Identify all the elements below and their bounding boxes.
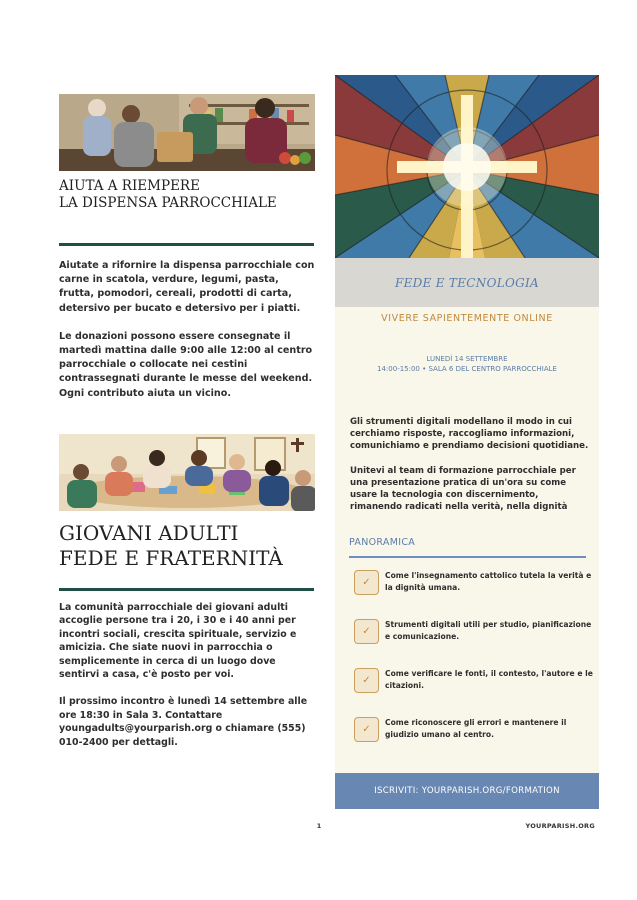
- tech-title-band: [335, 258, 599, 307]
- checkbox-icon: ✓: [354, 570, 379, 595]
- youth-paragraph-1: La comunità parrocchiale dei giovani adulti accoglie persone tra i 20, i 30 e i 40 anni per incontri sociali, crescita spirituale, servizio e amicizia. Che siate nuovi in parrocchia o semplicemente in cerca di un luogo dove sentirvi a casa, c'è posto per voi.: [59, 602, 297, 681]
- overview-item: [354, 668, 594, 698]
- stained-glass-image: [335, 75, 599, 258]
- panorama-divider: [349, 556, 586, 558]
- overview-item-text: Strumenti digitali utili per studio, pianificazione e comunicazione.: [385, 620, 592, 641]
- youth-title-line2: FEDE E FRATERNITÀ: [59, 546, 283, 570]
- youth-divider: [59, 588, 314, 591]
- overview-item: [354, 619, 594, 649]
- overview-item: [354, 570, 594, 600]
- tech-title: FEDE E TECNOLOGIA: [394, 275, 540, 290]
- panorama-heading: PANORAMICA: [349, 537, 416, 548]
- youth-title-line1: GIOVANI ADULTI: [59, 521, 239, 545]
- pantry-paragraph-2: Le donazioni possono essere consegnate il martedì mattina dalle 9:00 alle 12:00 al centro parrocchiale o collocate nei cestini contrassegnati durante le messe del weekend. Ogni contributo aiuta un vicino.: [59, 330, 313, 399]
- pantry-title-line2: LA DISPENSA PARROCCHIALE: [59, 195, 277, 211]
- overview-item-text: Come verificare le fonti, il contesto, l'autore e le citazioni.: [385, 669, 593, 690]
- tech-paragraph-2: Unitevi al team di formazione parrocchiale per una presentazione pratica di un'ora su come usare la tecnologia con discernimento, rimanendo radicati nella verità, nella dignità: [350, 465, 576, 513]
- pantry-photo: [59, 94, 315, 171]
- pantry-divider: [59, 243, 314, 246]
- register-link[interactable]: ISCRIVITI: YOURPARISH.ORG/FORMATION: [335, 773, 599, 809]
- overview-item-text: Come riconoscere gli errori e mantenere il giudizio umano al centro.: [385, 718, 567, 739]
- tech-paragraph-1: Gli strumenti digitali modellano il modo in cui cerchiamo risposte, raccogliamo informazioni, comunichiamo e prendiamo decisioni quotidiane.: [350, 417, 589, 452]
- checkbox-icon: ✓: [354, 619, 379, 644]
- overview-item: [354, 717, 594, 747]
- youth-body: [59, 601, 315, 763]
- tech-panel: [335, 75, 599, 809]
- page-number: 1: [316, 822, 322, 830]
- tech-body: [350, 416, 590, 524]
- tech-subtitle: VIVERE SAPIENTEMENTE ONLINE: [381, 313, 553, 324]
- event-time-place: 14:00-15:00 • SALA 6 DEL CENTRO PARROCCHIALE: [377, 365, 557, 373]
- youth-paragraph-2: Il prossimo incontro è lunedì 14 settembre alle ore 18:30 in Sala 3. Contattare youngadults@yourparish.org o chiamare (555) 010-2400 per dettagli.: [59, 696, 308, 748]
- event-date: LUNEDÌ 14 SETTEMBRE: [426, 355, 508, 363]
- pantry-title-line1: AIUTA A RIEMPERE: [59, 178, 200, 194]
- checkbox-icon: ✓: [354, 717, 379, 742]
- pantry-paragraph-1: Aiutate a rifornire la dispensa parrocchiale con carne in scatola, verdure, legumi, pasta, frutta, pomodori, cereali, prodotti di carta, detersivo per bucato e detersivo per i piatti.: [59, 260, 315, 314]
- youth-photo: [59, 434, 315, 511]
- footer-website: YOURPARISH.ORG: [525, 822, 595, 830]
- pantry-title: [59, 178, 315, 212]
- overview-item-text: Come l'insegnamento cattolico tutela la verità e la dignità umana.: [385, 571, 592, 592]
- pantry-body: [59, 259, 315, 415]
- checkbox-icon: ✓: [354, 668, 379, 693]
- event-details: [335, 354, 599, 374]
- youth-title: [59, 521, 315, 571]
